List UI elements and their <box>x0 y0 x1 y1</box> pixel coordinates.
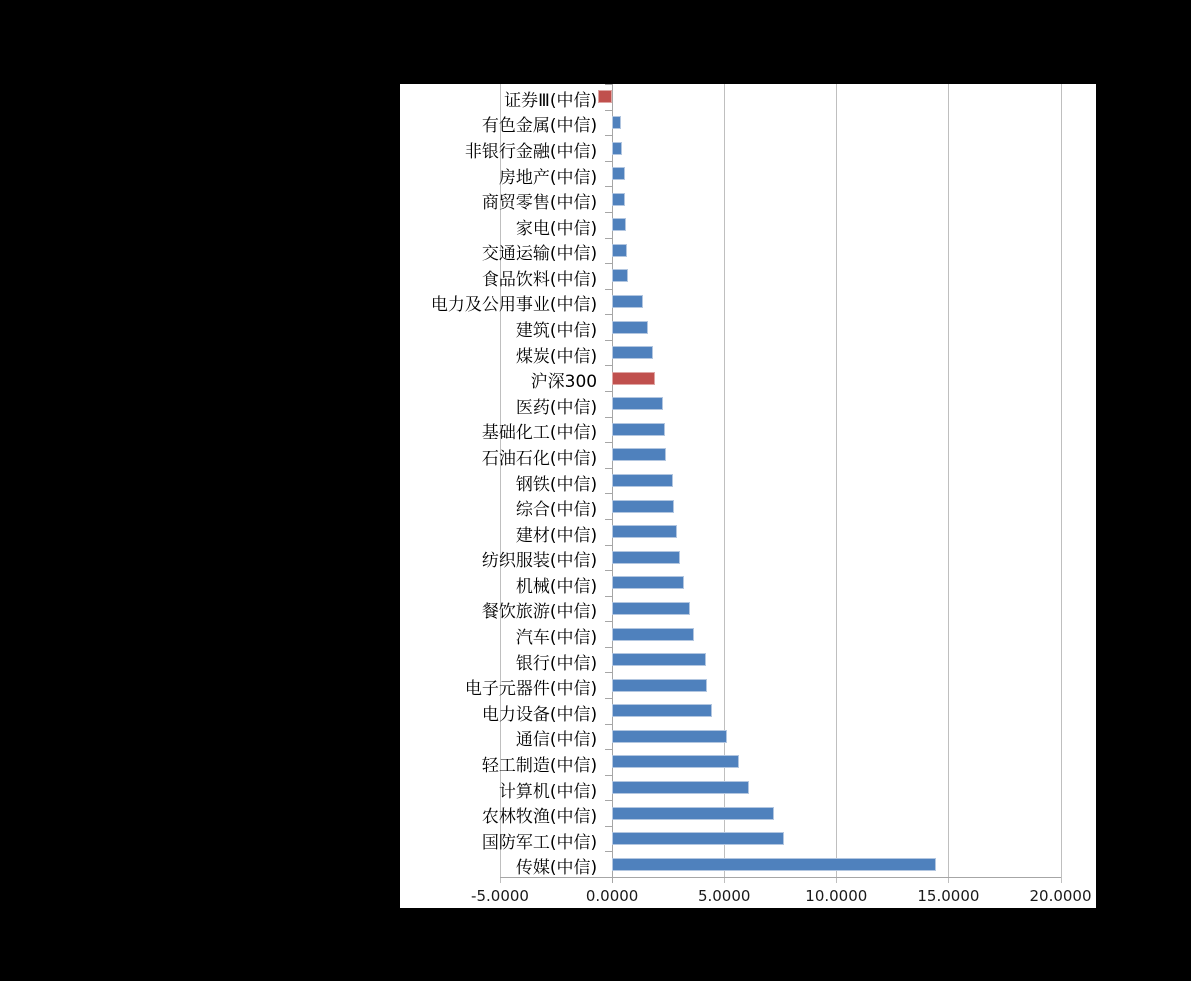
value-axis-tick-label: 15.0000 <box>917 887 980 905</box>
category-label: 沪深300 <box>530 372 598 393</box>
category-label: 纺织服装(中信) <box>481 551 598 572</box>
category-label: 有色金属(中信) <box>481 116 598 137</box>
category-label: 机械(中信) <box>515 576 598 597</box>
category-label: 商贸零售(中信) <box>481 193 598 214</box>
category-label: 房地产(中信) <box>498 167 598 188</box>
category-label: 交通运输(中信) <box>481 244 598 265</box>
category-label: 基础化工(中信) <box>481 423 598 444</box>
category-label: 家电(中信) <box>515 218 598 239</box>
value-axis-tick-label: 5.0000 <box>697 887 751 905</box>
category-label: 通信(中信) <box>515 730 598 751</box>
category-label: 建材(中信) <box>515 525 598 546</box>
category-label: 综合(中信) <box>515 500 598 521</box>
category-label: 传媒(中信) <box>515 858 598 879</box>
category-label: 证券Ⅲ(中信) <box>504 90 598 111</box>
category-label: 汽车(中信) <box>515 628 598 648</box>
category-label: 餐饮旅游(中信) <box>481 602 598 623</box>
category-label: 非银行金融(中信) <box>464 142 598 162</box>
value-axis-labels <box>400 84 1096 908</box>
category-label: 钢铁(中信) <box>515 474 598 495</box>
category-label: 医药(中信) <box>515 397 598 418</box>
bar-chart <box>400 84 1096 908</box>
category-label: 轻工制造(中信) <box>481 755 598 776</box>
value-axis-tick-label: 10.0000 <box>805 887 868 905</box>
category-label: 计算机(中信) <box>498 781 598 802</box>
category-label: 电子元器件(中信) <box>464 679 598 700</box>
category-label: 银行(中信) <box>515 653 598 674</box>
category-label: 食品饮料(中信) <box>481 269 598 290</box>
value-axis-tick-label: 20.0000 <box>1029 887 1092 905</box>
value-axis-tick-label: 0.0000 <box>585 887 639 905</box>
category-label: 农林牧渔(中信) <box>481 807 598 827</box>
category-label: 国防军工(中信) <box>481 832 598 853</box>
category-label: 石油石化(中信) <box>481 448 598 469</box>
value-axis-tick-label: -5.0000 <box>471 887 529 905</box>
category-label: 电力及公用事业(中信) <box>430 295 598 316</box>
category-label: 电力设备(中信) <box>481 704 598 725</box>
category-label: 建筑(中信) <box>515 321 598 341</box>
category-label: 煤炭(中信) <box>515 346 598 367</box>
